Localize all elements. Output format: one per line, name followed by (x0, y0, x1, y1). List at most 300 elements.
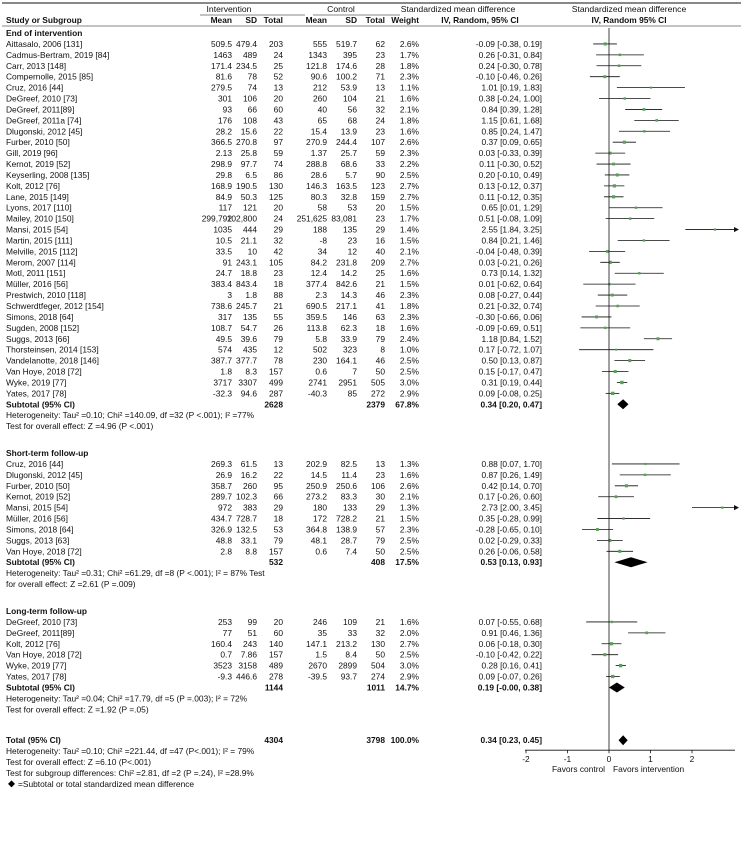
intervention-mean: 33.5 (215, 246, 232, 257)
intervention-total: 157 (269, 366, 283, 377)
study-name: DeGreef, 2010 [73] (6, 616, 78, 627)
study-smd-ci: 0.17 [-0.26, 0.60] (478, 491, 542, 502)
study-weight: 2.5% (399, 649, 419, 660)
study-smd-ci: 0.21 [-0.32, 0.74] (478, 301, 542, 311)
intervention-mean: 387.7 (211, 355, 232, 366)
study-name: Van Hoye, 2018 [72] (6, 366, 82, 377)
control-sd: 146 (343, 311, 357, 322)
study-name: Gill, 2019 [96] (6, 148, 58, 159)
control-mean: 502 (313, 344, 327, 355)
study-smd-ci: 0.09 [-0.07, 0.26] (478, 671, 542, 682)
intervention-mean: 972 (218, 502, 232, 513)
study-weight: 1.5% (399, 279, 419, 290)
subtotal-control-total: 408 (371, 557, 385, 568)
subgroup-heading: Long-term follow-up (6, 606, 87, 616)
control-mean: 250.9 (306, 480, 327, 491)
control-mean: 0.6 (315, 546, 327, 557)
intervention-sd: 94.6 (240, 388, 257, 399)
control-mean: 1.37 (310, 148, 327, 159)
header-plot-title: Standardized mean difference (571, 4, 687, 14)
study-name: Van Hoye, 2018 [72] (6, 546, 82, 557)
intervention-mean: 93 (222, 104, 232, 115)
control-sd: 231.8 (336, 257, 357, 268)
study-smd-ci: 0.91 [0.46, 1.36] (481, 627, 542, 638)
effect-square (616, 173, 619, 176)
subtotal-weight: 17.5% (395, 557, 419, 568)
effect-square (615, 349, 617, 351)
control-total: 29 (375, 224, 385, 235)
intervention-sd: 25.8 (240, 148, 257, 159)
intervention-mean: 3523 (213, 660, 232, 671)
subgroup-note: for overall effect: Z =2.61 (P =.009) (6, 579, 136, 590)
control-sd: 100.2 (336, 71, 357, 82)
control-mean: 80.3 (310, 191, 327, 202)
intervention-total: 22 (273, 126, 283, 137)
study-weight: 2.6% (399, 480, 419, 491)
control-mean: 1343 (308, 49, 327, 60)
total-weight: 100.0% (390, 735, 419, 746)
control-sd: 28.7 (340, 535, 357, 546)
study-weight: 1.3% (399, 458, 419, 469)
study-smd-ci: 0.84 [0.21, 1.46] (481, 235, 542, 246)
control-mean: 359.5 (306, 311, 327, 322)
control-mean: 273.2 (306, 491, 327, 502)
intervention-sd: 135 (243, 311, 257, 322)
control-total: 8 (380, 344, 385, 355)
control-mean: 90.6 (310, 71, 327, 82)
study-weight: 2.1% (399, 491, 419, 502)
study-name: Aittasalo, 2006 [131] (6, 38, 83, 49)
intervention-mean: 574 (218, 344, 232, 355)
study-name: Motl, 2011 [151] (6, 268, 66, 279)
study-smd-ci: -0.09 [-0.38, 0.19] (475, 38, 542, 49)
subtotal-diamond (617, 399, 628, 409)
total-smd-ci: 0.34 [0.23, 0.45] (480, 735, 542, 746)
header-total: Total (263, 15, 283, 25)
control-sd: 323 (343, 344, 357, 355)
control-total: 18 (375, 322, 385, 333)
intervention-total: 24 (273, 49, 283, 60)
intervention-sd: 446.6 (236, 671, 257, 682)
intervention-total: 86 (273, 169, 283, 180)
effect-square (611, 621, 613, 623)
study-weight: 1.7% (399, 213, 419, 224)
intervention-sd: 3307 (238, 377, 257, 388)
study-name: Müller, 2016 [56] (6, 513, 68, 524)
effect-square (612, 163, 615, 166)
subtotal-diamond (614, 557, 647, 567)
study-weight: 2.2% (399, 159, 419, 170)
intervention-sd: 479.4 (236, 38, 257, 49)
intervention-total: 130 (269, 180, 283, 191)
intervention-mean: 2.8 (220, 546, 232, 557)
control-sd: 2899 (338, 660, 357, 671)
header-plot-method: IV, Random 95% CI (591, 15, 667, 25)
study-weight: 1.5% (399, 513, 419, 524)
control-total: 32 (375, 104, 385, 115)
study-weight: 2.3% (399, 148, 419, 159)
intervention-sd: 377.7 (236, 355, 257, 366)
intervention-total: 60 (273, 104, 283, 115)
intervention-total: 20 (273, 202, 283, 213)
study-smd-ci: 2.55 [1.84, 3.25] (481, 224, 542, 235)
intervention-total: 18 (273, 513, 283, 524)
effect-square (628, 359, 631, 362)
intervention-total: 78 (273, 355, 283, 366)
control-total: 16 (375, 235, 385, 246)
control-mean: 121.8 (306, 60, 327, 71)
subgroup-note: Test for overall effect: Z =1.92 (P =.05) (6, 704, 149, 715)
study-smd-ci: 0.50 [0.13, 0.87] (481, 355, 542, 366)
intervention-total: 60 (273, 627, 283, 638)
intervention-sd: 245.7 (236, 301, 257, 311)
control-sd: 250.6 (336, 480, 357, 491)
study-name: DeGreef, 2011[89] (6, 627, 75, 638)
study-name: Kolt, 2012 [76] (6, 638, 61, 649)
control-total: 30 (375, 491, 385, 502)
control-mean: 246 (313, 616, 327, 627)
study-name: Simons, 2018 [64] (6, 524, 74, 535)
effect-square (603, 653, 606, 656)
subtotal-label: Subtotal (95% CI) (6, 399, 75, 410)
total-heterogeneity: Heterogeneity: Tau² =0.10; Chi² =221.44, df =47 (P<.001); I² = 79% (6, 746, 255, 757)
study-smd-ci: -0.09 [-0.69, 0.51] (475, 322, 542, 333)
intervention-sd: 108 (243, 115, 257, 126)
control-sd: 395 (343, 49, 357, 60)
control-mean: 2741 (308, 377, 327, 388)
control-total: 21 (375, 93, 385, 104)
study-weight: 1.3% (399, 502, 419, 513)
study-name: Thorsteinsen, 2014 [153] (6, 344, 99, 355)
study-smd-ci: 0.08 [-0.27, 0.44] (478, 290, 542, 301)
control-total: 50 (375, 649, 385, 660)
study-weight: 1.0% (399, 344, 419, 355)
study-weight: 1.6% (399, 616, 419, 627)
control-total: 21 (375, 513, 385, 524)
intervention-total: 95 (273, 480, 283, 491)
study-weight: 2.4% (399, 333, 419, 344)
control-total: 107 (371, 137, 385, 148)
intervention-total: 66 (273, 491, 283, 502)
legend-note: =Subtotal or total standardized mean difference (18, 778, 195, 789)
control-total: 23 (375, 126, 385, 137)
control-total: 13 (375, 82, 385, 93)
intervention-total: 23 (273, 268, 283, 279)
intervention-mean: 301 (218, 93, 232, 104)
control-mean: 288.8 (306, 159, 327, 170)
study-weight: 2.0% (399, 627, 419, 638)
total-control: 3798 (366, 735, 385, 746)
study-smd-ci: -0.28 [-0.65, 0.10] (475, 524, 542, 535)
control-total: 159 (371, 191, 385, 202)
control-mean: 147.1 (306, 638, 327, 649)
study-name: Suggs, 2013 [63] (6, 535, 70, 546)
control-total: 46 (375, 290, 385, 301)
intervention-mean: 366.5 (211, 137, 232, 148)
effect-square (595, 315, 598, 318)
header-weight: Weight (391, 15, 419, 25)
intervention-sd: 8.8 (245, 546, 257, 557)
intervention-mean: 2.13 (215, 148, 232, 159)
effect-square (655, 119, 658, 122)
control-mean: 14.5 (310, 469, 327, 480)
intervention-total: 18 (273, 279, 283, 290)
study-smd-ci: 0.65 [0.01, 1.29] (481, 202, 542, 213)
control-sd: 14.3 (340, 290, 357, 301)
control-sd: 164.1 (336, 355, 357, 366)
intervention-total: 21 (273, 301, 283, 311)
control-total: 50 (375, 546, 385, 557)
control-total: 63 (375, 311, 385, 322)
control-total: 33 (375, 159, 385, 170)
intervention-total: 79 (273, 535, 283, 546)
control-mean: 48.1 (310, 535, 327, 546)
study-weight: 1.6% (399, 126, 419, 137)
control-mean: 212 (313, 82, 327, 93)
intervention-total: 97 (273, 137, 283, 148)
study-smd-ci: 2.73 [2.00, 3.45] (481, 502, 542, 513)
intervention-mean: 10.5 (215, 235, 232, 246)
intervention-mean: 1035 (213, 224, 232, 235)
control-mean: 377.4 (306, 279, 327, 290)
study-smd-ci: 0.15 [-0.17, 0.47] (478, 366, 542, 377)
control-sd: 32.8 (340, 191, 357, 202)
intervention-mean: 24.7 (215, 268, 232, 279)
study-smd-ci: 0.01 [-0.62, 0.64] (478, 279, 542, 290)
intervention-sd: 51 (247, 627, 257, 638)
intervention-sd: 190.5 (236, 180, 257, 191)
intervention-total: 74 (273, 159, 283, 170)
ci-overflow-arrow (734, 505, 739, 510)
control-total: 209 (371, 257, 385, 268)
effect-square (614, 370, 617, 373)
intervention-mean: 383.4 (211, 279, 232, 290)
effect-square (619, 54, 621, 56)
study-name: Furber, 2010 [50] (6, 137, 70, 148)
study-name: Vandelanotte, 2018 [146] (6, 355, 99, 366)
control-sd: 842.6 (336, 279, 357, 290)
effect-square (645, 631, 648, 634)
control-total: 23 (375, 213, 385, 224)
study-weight: 2.6% (399, 137, 419, 148)
control-sd: 217.1 (336, 301, 357, 311)
effect-square (643, 239, 645, 241)
study-name: Prestwich, 2010 [118] (6, 290, 86, 301)
study-weight: 2.9% (399, 388, 419, 399)
intervention-total: 29 (273, 502, 283, 513)
effect-square (629, 217, 631, 219)
study-smd-ci: 0.88 [0.07, 1.70] (481, 458, 542, 469)
study-weight: 1.5% (399, 202, 419, 213)
control-sd: 53 (347, 202, 357, 213)
control-mean: 28.6 (310, 169, 327, 180)
intervention-sd: 99 (247, 616, 257, 627)
study-name: Schwerdtfeger, 2012 [154] (6, 301, 104, 311)
control-sd: 109 (343, 616, 357, 627)
study-name: Keyserling, 2008 [135] (6, 169, 90, 180)
study-name: Mansi, 2015 [54] (6, 224, 68, 235)
intervention-mean: 358.7 (211, 480, 232, 491)
intervention-sd: 39.6 (240, 333, 257, 344)
effect-square (616, 305, 619, 308)
intervention-mean: 509.5 (211, 38, 232, 49)
legend-diamond-icon (8, 780, 15, 787)
intervention-total: 53 (273, 524, 283, 535)
study-weight: 1.7% (399, 49, 419, 60)
control-mean: 230 (313, 355, 327, 366)
header-smd-title: Standardized mean difference (400, 4, 516, 14)
study-weight: 2.7% (399, 638, 419, 649)
effect-square (642, 108, 645, 111)
study-name: Kernot, 2019 [52] (6, 491, 71, 502)
control-mean: 251,625 (296, 213, 327, 224)
control-sd: 519.7 (336, 38, 357, 49)
effect-square (650, 87, 652, 89)
study-smd-ci: 0.73 [0.14, 1.32] (481, 268, 542, 279)
intervention-mean: -32.3 (212, 388, 232, 399)
effect-square (606, 250, 609, 253)
control-total: 274 (371, 671, 385, 682)
intervention-sd: 489 (243, 49, 257, 60)
intervention-sd: 728.7 (236, 513, 257, 524)
study-weight: 2.5% (399, 535, 419, 546)
study-name: Simons, 2018 [64] (6, 311, 74, 322)
intervention-total: 13 (273, 458, 283, 469)
study-smd-ci: 0.17 [-0.72, 1.07] (478, 344, 542, 355)
study-weight: 2.3% (399, 311, 419, 322)
intervention-mean: 48.8 (215, 535, 232, 546)
effect-square (721, 507, 723, 509)
control-sd: 138.9 (336, 524, 357, 535)
study-smd-ci: 0.51 [-0.08, 1.09] (478, 213, 542, 224)
control-sd: 33 (347, 627, 357, 638)
header-mean: Mean (210, 15, 232, 25)
study-name: Cruz, 2016 [44] (6, 458, 64, 469)
subgroup-heading: End of intervention (6, 28, 83, 38)
intervention-total: 287 (269, 388, 283, 399)
study-name: Melville, 2015 [112] (6, 246, 78, 257)
study-weight: 2.7% (399, 191, 419, 202)
subtotal-smd-ci: 0.34 [0.20, 0.47] (480, 399, 542, 410)
study-smd-ci: 0.02 [-0.29, 0.33] (478, 535, 542, 546)
header-smd-method: IV, Random, 95% CI (441, 15, 519, 25)
study-weight: 1.6% (399, 469, 419, 480)
study-name: Kolt, 2012 [76] (6, 180, 61, 191)
intervention-total: 499 (269, 377, 283, 388)
study-name: Müller, 2016 [56] (6, 279, 68, 290)
study-name: DeGreef, 2011[89] (6, 104, 75, 115)
study-weight: 2.7% (399, 180, 419, 191)
intervention-mean: 84.9 (215, 191, 232, 202)
study-name: Compernolle, 2015 [85] (6, 71, 94, 82)
intervention-total: 13 (273, 82, 283, 93)
intervention-mean: 1463 (213, 49, 232, 60)
intervention-sd: 444 (243, 224, 257, 235)
study-smd-ci: 0.11 [-0.12, 0.35] (479, 191, 542, 202)
control-sd: 133 (343, 502, 357, 513)
study-weight: 1.6% (399, 93, 419, 104)
control-total: 272 (371, 388, 385, 399)
control-total: 29 (375, 502, 385, 513)
subgroup-note: Heterogeneity: Tau² =0.04; Chi² =17.79, df =5 (P =.003); I² = 72% (6, 693, 248, 704)
intervention-total: 32 (273, 235, 283, 246)
study-name: Merom, 2007 [114] (6, 257, 76, 268)
effect-square (611, 675, 614, 678)
study-weight: 1.8% (399, 115, 419, 126)
control-total: 46 (375, 355, 385, 366)
effect-square (604, 327, 606, 329)
intervention-mean: 91 (222, 257, 232, 268)
effect-square (623, 141, 626, 144)
intervention-sd: 97.7 (240, 159, 257, 170)
control-total: 50 (375, 366, 385, 377)
effect-square (618, 64, 621, 67)
control-total: 57 (375, 524, 385, 535)
subgroup-heading: Short-term follow-up (6, 448, 89, 459)
intervention-mean: 738.6 (211, 301, 232, 311)
subtotal-weight: 67.8% (395, 399, 419, 410)
intervention-total: 24 (273, 213, 283, 224)
control-mean: 202.9 (306, 458, 327, 469)
intervention-total: 157 (269, 546, 283, 557)
study-weight: 2.5% (399, 169, 419, 180)
control-mean: 84.2 (310, 257, 327, 268)
control-sd: 11.4 (341, 469, 357, 480)
study-name: Wyke, 2019 [77] (6, 660, 67, 671)
study-name: Carr, 2013 [148] (6, 60, 67, 71)
intervention-total: 22 (273, 469, 283, 480)
study-weight: 2.5% (399, 366, 419, 377)
study-smd-ci: 0.84 [0.39, 1.28] (481, 104, 542, 115)
control-sd: 68 (347, 115, 357, 126)
study-name: Furber, 2010 [50] (6, 480, 70, 491)
study-weight: 2.6% (399, 38, 419, 49)
study-name: Lane, 2015 [149] (6, 191, 69, 202)
control-sd: 14.2 (340, 268, 357, 279)
intervention-mean: 77 (222, 627, 232, 638)
intervention-total: 26 (273, 322, 283, 333)
study-smd-ci: 1.01 [0.19, 1.83] (481, 82, 542, 93)
control-total: 130 (371, 638, 385, 649)
intervention-mean: 3717 (213, 377, 232, 388)
effect-square (644, 474, 646, 476)
control-sd: 213.2 (336, 638, 357, 649)
intervention-total: 29 (273, 224, 283, 235)
subtotal-weight: 14.7% (395, 682, 419, 693)
intervention-total: 52 (273, 71, 283, 82)
intervention-mean: 26.9 (215, 469, 232, 480)
study-smd-ci: 0.03 [-0.21, 0.26] (478, 257, 542, 268)
control-mean: 555 (313, 38, 327, 49)
intervention-sd: 132.5 (236, 524, 257, 535)
subtotal-label: Subtotal (95% CI) (6, 557, 75, 568)
favors-intervention-label: Favors intervention (613, 764, 685, 775)
total-intervention: 4304 (264, 735, 283, 746)
intervention-sd: 260 (243, 480, 257, 491)
intervention-sd: 6.5 (245, 169, 257, 180)
intervention-sd: 66 (247, 104, 257, 115)
effect-square (612, 195, 615, 198)
study-name: Cadmus-Bertram, 2019 [84] (6, 49, 110, 60)
effect-square (643, 130, 645, 132)
control-mean: 15.4 (310, 126, 327, 137)
subgroup-note: Test for overall effect: Z =4.96 (P <.001) (6, 421, 154, 432)
study-weight: 3.0% (399, 660, 419, 671)
study-smd-ci: -0.04 [-0.48, 0.39] (475, 246, 542, 257)
effect-square (603, 75, 606, 78)
intervention-total: 140 (269, 638, 283, 649)
control-mean: 172 (313, 513, 327, 524)
